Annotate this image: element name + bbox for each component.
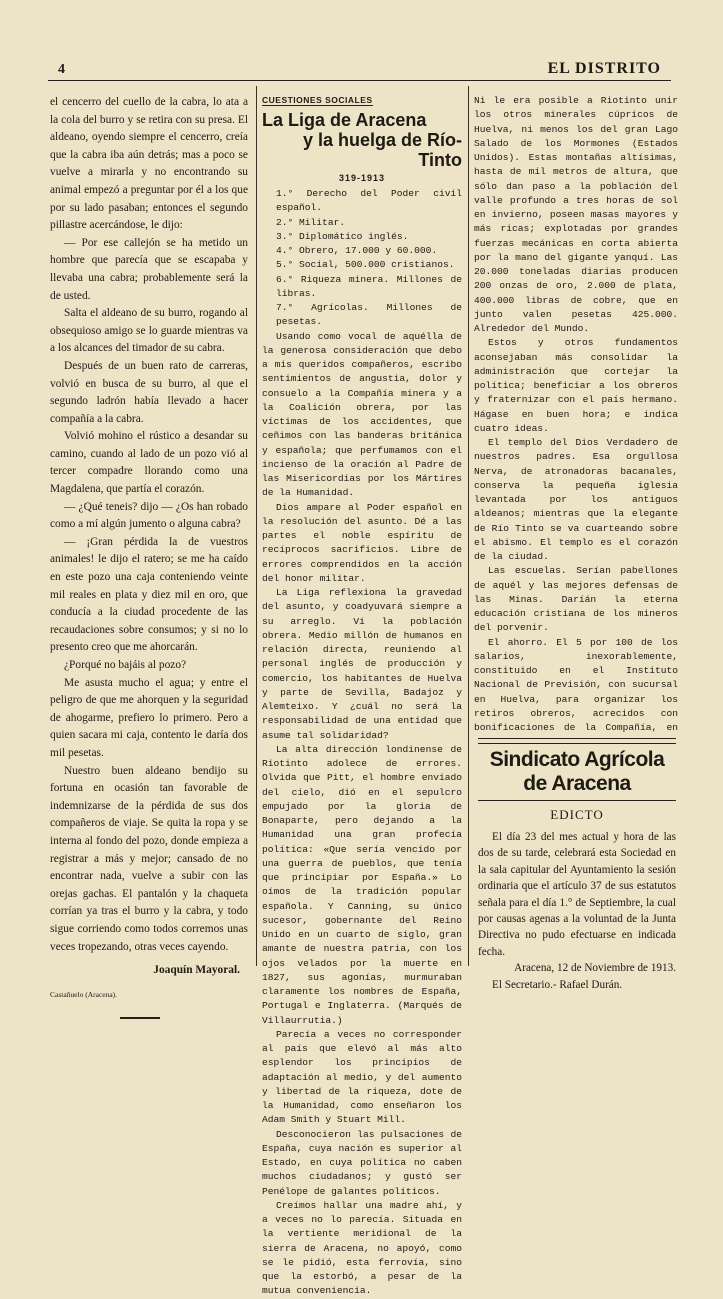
notice-secretary: El Secretario.- Rafael Durán. (492, 978, 623, 991)
list-item: 4.° Obrero, 17.000 y 60.000. (276, 245, 438, 256)
col2-paragraph: Usando como vocal de aquélla de la generosa consideración que debo a mis queridos compañeros, escribo sentimientos de angustia, dolor y consuelo a la Compañía minera y a la Coalición obrera, por las víctimas de los accidentes, que ceñimos con las banderas británica y española; que perfumamos con el incienso de la oración al Padre de las Misericordias por los Mártires de la Humanidad. (262, 330, 462, 499)
col3-paragraph: Estos y otros fundamentos aconsejaban más consolidar la administración que cortejar la política; beneficiar a los obreros y fraternizar con el país hermano. Hágase en buen hora; e indica cuatro ideas. (474, 337, 678, 434)
col1-paragraph: — ¡Gran pérdida la de vuestros animales! le dijo el ratero; se me ha caído en este pozo una caja conteniendo veinte mil reales en plata y diez mil en oro, que conducía a la ciudad procedente de las recaudaciones sobre consumos; y si no lo presento creo que me ahorcarán. (50, 535, 248, 654)
col1-paragraph: Salta el aldeano de su burro, rogando al obsequioso amigo se lo guarde mientras va a los alcances del timador de su cabra. (50, 307, 248, 355)
col1-place: Castañuelo (Aracena). (50, 989, 118, 999)
list-item: 7.° Agrícolas. Millones de pesetas. (276, 302, 462, 328)
list-item: 2.° Militar. (276, 216, 346, 228)
col2-paragraph: Dios ampare al Poder español en la resolución del asunto. Dé a las partes el noble espíritu de recíprocos sacrificios. Libre de errores comprendidos en la acción del honor militar. (262, 501, 462, 584)
list-item: 3.° Diplomático inglés. (276, 230, 409, 242)
numbered-list (262, 187, 462, 330)
col1-paragraph: Me asusta mucho el agua; y entre el peligro de que me ahorquen y la seguridad de ahogarme, prefiero lo primero. Pero a quien sacara mi caja, contento le daría dos mil pesetas. (50, 676, 248, 759)
col2-paragraph: Creímos hallar una madre ahí, y a veces no lo parecía. Situada en la vertiente meridional de la sierra de Aracena, no apoyó, como se le pidió, esta ferrovía, sino que la estorbó, a pesar de la mutua conveniencia. (262, 1199, 462, 1297)
column-divider-1 (256, 86, 257, 966)
col3-paragraph: El ahorro. El 5 por 100 de los salarios, inexorablemente, constituido en el Instituto Nacional de Previsión, con sucursal en Huelva, para organizar los retiros obreros, acrecidos con bonificaciones de la Compañía, en (474, 636, 678, 733)
newspaper-title: EL DISTRITO (547, 60, 661, 77)
col2-paragraph: La Liga reflexiona la gravedad del asunto, y coadyuvará siempre a su arreglo. Vi la población obrera. Medio millón de humanos en relación directa, reuniendo al personal inglés de producción y comercio, los habitantes de Huelva y parte de Sevilla, Badajoz y Alemteixo. Y ¿cuál no será la responsabilidad de una entidad que asume tal solidaridad? (262, 587, 462, 741)
column-1 (50, 94, 248, 1019)
col1-paragraph: — Por ese callejón se ha metido un hombre que parecía que se escapaba y llevaba una cabra; probablemente será la de usted. (50, 236, 248, 302)
list-item: 1.° Derecho del Poder civil español. (276, 188, 462, 214)
list-item: 6.° Riqueza minera. Millones de libras. (276, 273, 462, 299)
notice-box (478, 738, 676, 993)
notice-subtitle: EDICTO (550, 807, 604, 822)
col1-paragraph: el cencerro del cuello de la cabra, lo ata a la cola del burro y se retira con su presa. El aldeano, oyendo siempre el cencerro, creía que la cabra iba aún detrás; mas a poco se vuelve a mirarla y no encontrando su animal empezó a preguntar por él a los que por su lado pasaban; entonces el segundo pillastre acercándose, le dijo: (50, 96, 248, 232)
col1-paragraph: — ¿Qué teneis? dijo — ¿Os han robado como a mí algún jumento o alguna cabra? (50, 500, 248, 531)
section-label: CUESTIONES SOCIALES (262, 95, 373, 105)
article-title-line2: y la huelga de Río-Tinto (302, 130, 462, 170)
notice-top-rule (478, 738, 676, 739)
col1-paragraph: Nuestro buen aldeano bendijo su fortuna en ocasión tan favorable de indemnizarse de la pérdida de sus dos compañeros de viaje. Se quita la ropa y se interna al fondo del pozo, donde empieza a registrar a más y mejor; cansado de no encontrar nada, vuelve a subir con las orejas gachas. El pantalón y la chaqueta corrían ya tras el burro y la cabra, y todo sigue corriendo como todos corremos unas veces tropezando, otras veces cayendo. (50, 764, 248, 953)
col2-paragraph: Parecía a veces no corresponder al país que elevó al más alto esplendor los principios de adaptación al medio, y del aumento y libertad de la riqueza, dote de la Humanidad, como enseñaron los Adam Smith y Stuart Mill. (262, 1028, 462, 1126)
col3-paragraph: Ni le era posible a Riotinto unir los otros minerales cúpricos de Huelva, ni menos los del gran Lago Salado de los Mormones (Estados Unidos). Estas montañas altísimas, hasta de mil metros de altura, que sólo dan paso a la población del valle profundo a tres horas de sol en invierno, poseen masas mayores y más ricas; explotadas por grandes fuerzas mecánicas en corta abierta por la mano del gigante yanquí. Las 20.000 toneladas diarias producen 200 onzas de oro, 2.000 de plata, 400.000 libras de cobre, que en junto valen pesetas 425.000. Alrededor del Mundo. (474, 95, 678, 334)
notice-title: Sindicato Agrícola de Aracena (478, 743, 676, 801)
col1-signature: Joaquín Mayoral. (153, 964, 240, 977)
notice-body: El día 23 del mes actual y hora de las dos de su tarde, celebrará esta Sociedad en la sala capitular del Ayuntamiento la sesión ordinaria que el artículo 37 de sus estatutos señala para el día 1.° de Septiembre, la cual por causas agenas a la voluntad de la Junta Directiva no pudo efectuarse en indicada fecha. (478, 831, 676, 958)
col3-paragraph: El templo del Dios Verdadero de nuestros padres. Esa orgullosa Nerva, de atronadoras bacanales, conserva la pequeña iglesia levantada por los antiguos aldeanos; mientras que la elegante de Río Tinto se va cuarteando sobre el abismo. El templo es el corazón de la ciudad. (474, 437, 678, 562)
column-divider-2 (468, 86, 469, 966)
notice-date-line: Aracena, 12 de Noviembre de 1913. (514, 962, 676, 975)
column-2 (262, 94, 462, 1299)
col1-paragraph: Volvió mohino el rústico a desandar su camino, cuando al lado de un pozo vió al tercer compadre llorando como una Magdalena, que partía el corazón. (50, 430, 248, 496)
article-date: 319-1913 (338, 173, 386, 183)
header-rule (48, 80, 671, 81)
list-item: 5.° Social, 500.000 cristianos. (276, 259, 455, 271)
col3-paragraph: Las escuelas. Serían pabellones de aquél y las mejores defensas de las Minas. Daríán la eterna educación cristiana de los mineros del porvenir. (474, 565, 678, 634)
article-title-line1: La Liga de Aracena (262, 110, 427, 130)
page-number: 4 (58, 62, 65, 77)
col1-paragraph: Después de un buen rato de carreras, volvió en busca de su burro, al que el segundo ladrón había llevado a hacer compañía a la cabra. (50, 359, 248, 425)
col2-paragraph: La alta dirección londinense de Riotinto adolece de errores. Olvida que Pitt, el hombre enviado del cielo, dió en el sepulcro empujado por la gloria de Bonaparte, pero dejando a la Humanidad una gran profecía política: «Que sería vencido por una guerra de pueblos, que tenía que principiar por España.» Lo oímos de la tradición popular española. Y Canning, su único sucesor, gobernante del Reino Unido en un cuarto de siglo, gran amante de nuestra patria, con los ojos velados por la muerte en 1827, sus agonías, murmuraban claramente los nombres de España, Portugal e Inglaterra. (Marqués de Villaurrutia.) (262, 743, 462, 1026)
notice-body-wrap (478, 829, 676, 993)
column-3 (474, 94, 678, 734)
col2-paragraph: Desconocieron las pulsaciones de España, cuya nación es superior al Estado, en cuya política no caben muchos ciudadanos; y gustó ser Penélope de galantes políticos. (262, 1128, 462, 1197)
col1-paragraph: ¿Porqué no bajáis al pozo? (64, 659, 187, 671)
end-flourish (120, 1017, 160, 1019)
